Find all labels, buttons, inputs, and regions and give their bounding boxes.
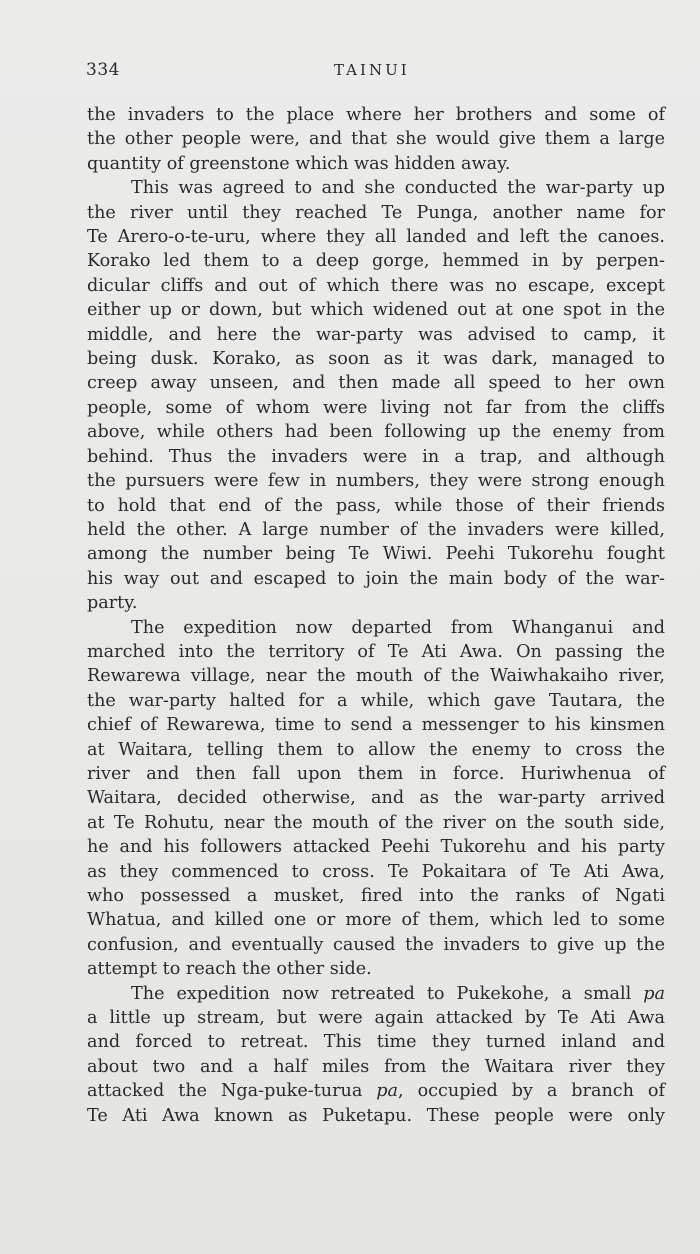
text-line: attempt to reach the other side. (87, 959, 372, 980)
text-line: behind. Thus the invaders were in a trap, and although (87, 446, 665, 467)
text-line: the war-party halted for a while, which gave Tautara, the (87, 690, 665, 711)
text-line: middle, and here the war-party was advised to camp, it (87, 324, 665, 345)
text-line: chief of Rewarewa, time to send a messenger to his kinsmen (87, 715, 665, 736)
text-line: Rewarewa village, near the mouth of the Waiwhakaiho river, (87, 666, 665, 687)
text-line: the pursuers were few in numbers, they were strong enough (87, 471, 665, 492)
text-line: attacked the Nga-puke-turua pa, occupied by a branch of (87, 1081, 665, 1102)
text-line: party. (87, 593, 138, 614)
running-title: TAINUI (334, 61, 410, 79)
text-line: The expedition now retreated to Pukekohe, a small pa (131, 983, 665, 1004)
text-line: his way out and escaped to join the main body of the war- (87, 568, 665, 589)
text-line: river and then fall upon them in force. Huriwhenua of (87, 763, 665, 784)
text-line: Whatua, and killed one or more of them, which led to some (87, 910, 665, 931)
text-line: about two and a half miles from the Waitara river they (87, 1056, 665, 1077)
text-line: the river until they reached Te Punga, another name for (87, 202, 665, 223)
text-line: at Waitara, telling them to allow the enemy to cross the (87, 739, 665, 760)
text-line: above, while others had been following up the enemy from (87, 422, 665, 443)
text-line: Te Ati Awa known as Puketapu. These people were only (87, 1105, 665, 1126)
text-line: Te Arero-o-te-uru, where they all landed and left the canoes. (87, 227, 665, 248)
text-line: marched into the territory of Te Ati Awa. On passing the (87, 641, 665, 662)
text-line: the other people were, and that she would give them a large (87, 129, 665, 150)
text-line: either up or down, but which widened out at one spot in the (87, 300, 665, 321)
text-line: a little up stream, but were again attacked by Te Ati Awa (87, 1008, 665, 1029)
text-line: being dusk. Korako, as soon as it was dark, managed to (87, 349, 665, 370)
running-head (86, 60, 662, 84)
text-line: to hold that end of the pass, while those of their friends (87, 495, 665, 516)
text-line: Korako led them to a deep gorge, hemmed in by perpen- (87, 251, 665, 272)
text-line: creep away unseen, and then made all speed to her own (87, 373, 665, 394)
text-line: as they commenced to cross. Te Pokaitara of Te Ati Awa, (87, 861, 665, 882)
text-line: held the other. A large number of the invaders were killed, (87, 519, 665, 540)
text-line: who possessed a musket, fired into the ranks of Ngati (87, 886, 665, 906)
text-line: people, some of whom were living not far from the cliffs (87, 397, 665, 418)
text-line: This was agreed to and she conducted the war-party up (131, 178, 665, 199)
text-line: among the number being Te Wiwi. Peehi Tukorehu fought (87, 544, 665, 565)
text-line: confusion, and eventually caused the invaders to give up the (87, 934, 665, 955)
text-line: Waitara, decided otherwise, and as the war-party arrived (87, 788, 665, 809)
text-line: the invaders to the place where her brothers and some of (87, 105, 665, 125)
text-line: quantity of greenstone which was hidden away. (87, 153, 511, 174)
text-line: The expedition now departed from Whanganui and (131, 617, 665, 638)
text-line: at Te Rohutu, near the mouth of the river on the south side, (87, 812, 665, 833)
page-number: 334 (86, 60, 120, 80)
body-text (87, 103, 665, 1128)
text-line: he and his followers attacked Peehi Tukorehu and his party (87, 837, 665, 858)
text-line: and forced to retreat. This time they turned inland and (87, 1032, 665, 1053)
text-line: dicular cliffs and out of which there was no escape, except (87, 275, 665, 296)
